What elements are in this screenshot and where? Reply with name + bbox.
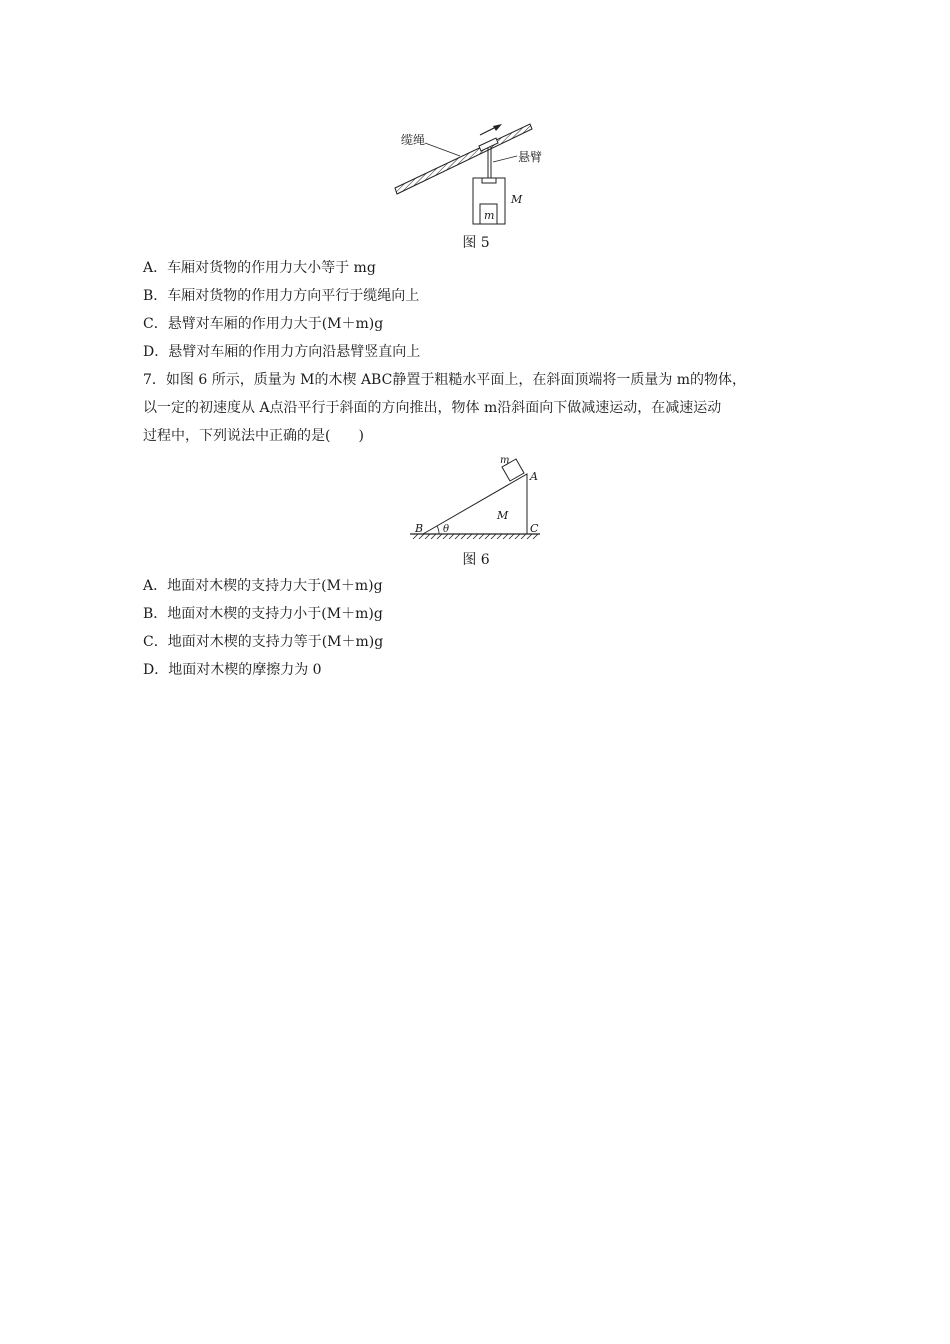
label-arm: 悬臂 — [518, 150, 543, 164]
q7-option-b: B．地面对木楔的支持力小于(M＋m)g — [143, 606, 383, 622]
label-cable: 缆绳 — [401, 133, 426, 147]
q7-option-c: C．地面对木楔的支持力等于(M＋m)g — [143, 634, 384, 650]
q6-option-a: A．车厢对货物的作用力大小等于 mg — [143, 260, 376, 276]
label-theta: θ — [443, 524, 450, 535]
q7-option-a: A．地面对木楔的支持力大于(M＋m)g — [143, 578, 383, 594]
figure-5-caption: 图 5 — [462, 235, 490, 251]
figure-6-wedge — [405, 452, 545, 544]
label-C: C — [530, 522, 539, 535]
label-M: M — [497, 509, 509, 522]
label-B: B — [415, 522, 424, 535]
q6-option-d: D．悬臂对车厢的作用力方向沿悬臂竖直向上 — [143, 344, 421, 360]
label-A: A — [530, 470, 538, 483]
label-M: M — [511, 193, 523, 206]
figure-6-caption: 图 6 — [462, 552, 490, 568]
q7-option-d: D．地面对木楔的摩擦力为 0 — [143, 662, 322, 678]
wedge-abc — [423, 474, 527, 534]
q6-option-b: B．车厢对货物的作用力方向平行于缆绳向上 — [143, 288, 420, 304]
label-m: m — [484, 209, 495, 222]
angle-arc — [437, 526, 439, 534]
label-m: m — [500, 455, 510, 466]
q6-option-c: C．悬臂对车厢的作用力大于(M＋m)g — [143, 316, 384, 332]
direction-arrow-icon — [493, 124, 502, 131]
q7-stem-line-2: 以一定的初速度从 A点沿平行于斜面的方向推出，物体 m沿斜面向下做减速运动，在减速运动 — [143, 400, 722, 416]
figure-5-cable-car — [385, 118, 545, 230]
q7-stem-line-1: 7．如图 6 所示，质量为 M的木楔 ABC静置于粗糙水平面上，在斜面顶端将一质量为 m的物体， — [143, 372, 747, 388]
q7-stem-line-3: 过程中，下列说法中正确的是( ) — [143, 428, 364, 444]
